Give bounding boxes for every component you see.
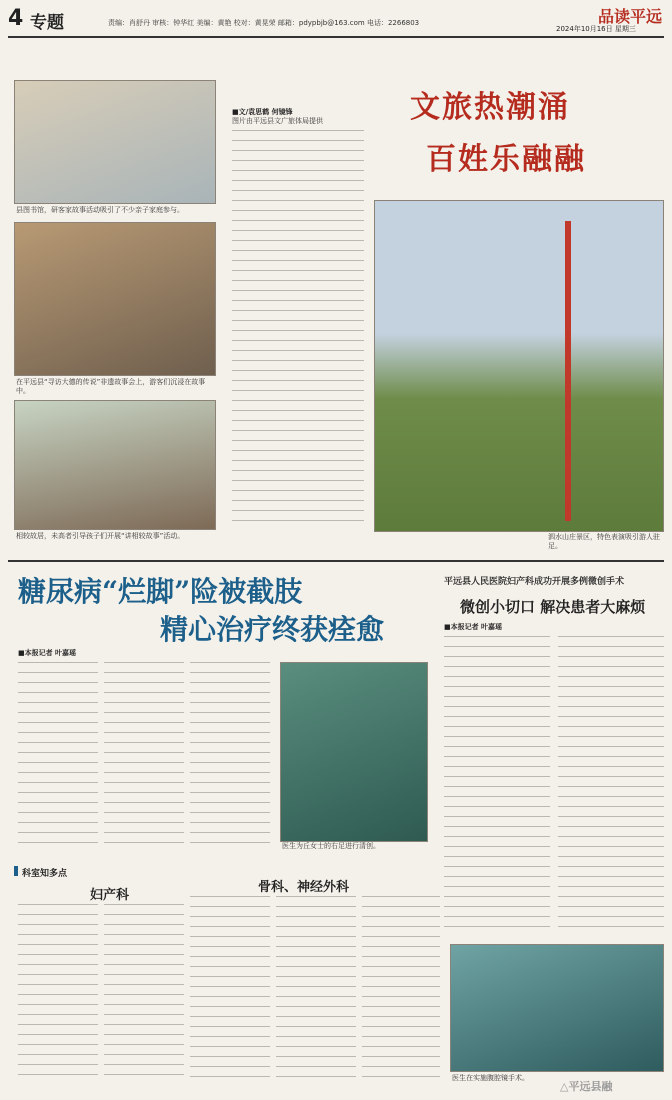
hospital-byline: ■本报记者 叶嘉瑶 (444, 623, 503, 631)
diabetes-byline: ■本报记者 叶嘉瑶 (18, 649, 77, 657)
lead-body-text (232, 130, 364, 530)
lead-headline-line-2: 百姓乐融融 (426, 142, 586, 177)
diabetes-headline-line-2: 精心治疗终获痊愈 (160, 613, 385, 646)
former-residence-photo (14, 400, 216, 530)
storytelling-photo-caption: 在平远县“寻访大德的传说”非遗故事会上，游客们沉浸在故事中。 (16, 378, 206, 395)
dept-text-col-5 (362, 896, 440, 1080)
tag-marker (14, 866, 18, 876)
diabetes-headline-line-1: 糖尿病“烂脚”险被截肢 (18, 575, 303, 608)
lead-photo-credit: 图片由平远县文广旅体局提供 (232, 117, 323, 125)
hospital-headline: 微创小切口 解决患者大麻烦 (460, 598, 646, 616)
library-photo-caption: 县图书馆，研客家故事活动吸引了不少亲子家庭参与。 (16, 206, 184, 214)
climbing-pole (565, 221, 571, 521)
former-residence-photo-caption: 相较故居，未高者引导孩子们开展“讲相较故事”活动。 (16, 532, 185, 540)
dept-text-col-2 (104, 904, 184, 1080)
diabetes-photo-caption: 医生为丘女士的右足进行清创。 (282, 842, 380, 850)
lead-byline: ■文/袁思鹤 何镜锋 (232, 108, 293, 116)
diabetes-text-col-3 (190, 662, 270, 852)
editor-credits: 责编：肖舒丹 审核：钟华红 美编：黄艳 校对：黄晃荣 邮箱：pdypbjb@163.com 电话：2266803 (108, 19, 420, 27)
dept-obstetrics-title: 妇产科 (90, 888, 130, 903)
dept-text-col-1 (18, 904, 98, 1080)
dept-text-col-4 (276, 896, 356, 1080)
page-number: 4 (8, 6, 24, 31)
performance-photo-caption: 泗水山庄景区，特色表演吸引游人驻足。 (548, 533, 660, 550)
departments-tag: 科室知多点 (22, 869, 68, 879)
dept-orthopedics-title: 骨科、神经外科 (258, 880, 350, 895)
diabetes-text-col-1 (18, 662, 98, 852)
surgery-photo (450, 944, 664, 1072)
hospital-text-col-1 (444, 636, 550, 936)
performance-photo (374, 200, 664, 532)
section-divider (8, 560, 664, 562)
page-header (8, 6, 664, 38)
dept-text-col-3 (190, 896, 270, 1080)
diabetes-text-col-2 (104, 662, 184, 852)
lead-headline-line-1: 文旅热潮涌 (410, 90, 570, 125)
hospital-text-col-2 (558, 636, 664, 936)
brand-logo: 品读平远 (598, 7, 663, 26)
diabetes-photo (280, 662, 428, 842)
surgery-photo-caption: 医生在实施腹腔镜手术。 (452, 1074, 529, 1082)
section-name: 专题 (30, 13, 64, 33)
hospital-kicker: 平远县人民医院妇产科成功开展多例微创手术 (444, 577, 625, 587)
issue-date: 2024年10月16日 星期三 (556, 25, 636, 33)
library-photo (14, 80, 216, 204)
watermark: △平远县融 (560, 1080, 613, 1093)
storytelling-photo (14, 222, 216, 376)
